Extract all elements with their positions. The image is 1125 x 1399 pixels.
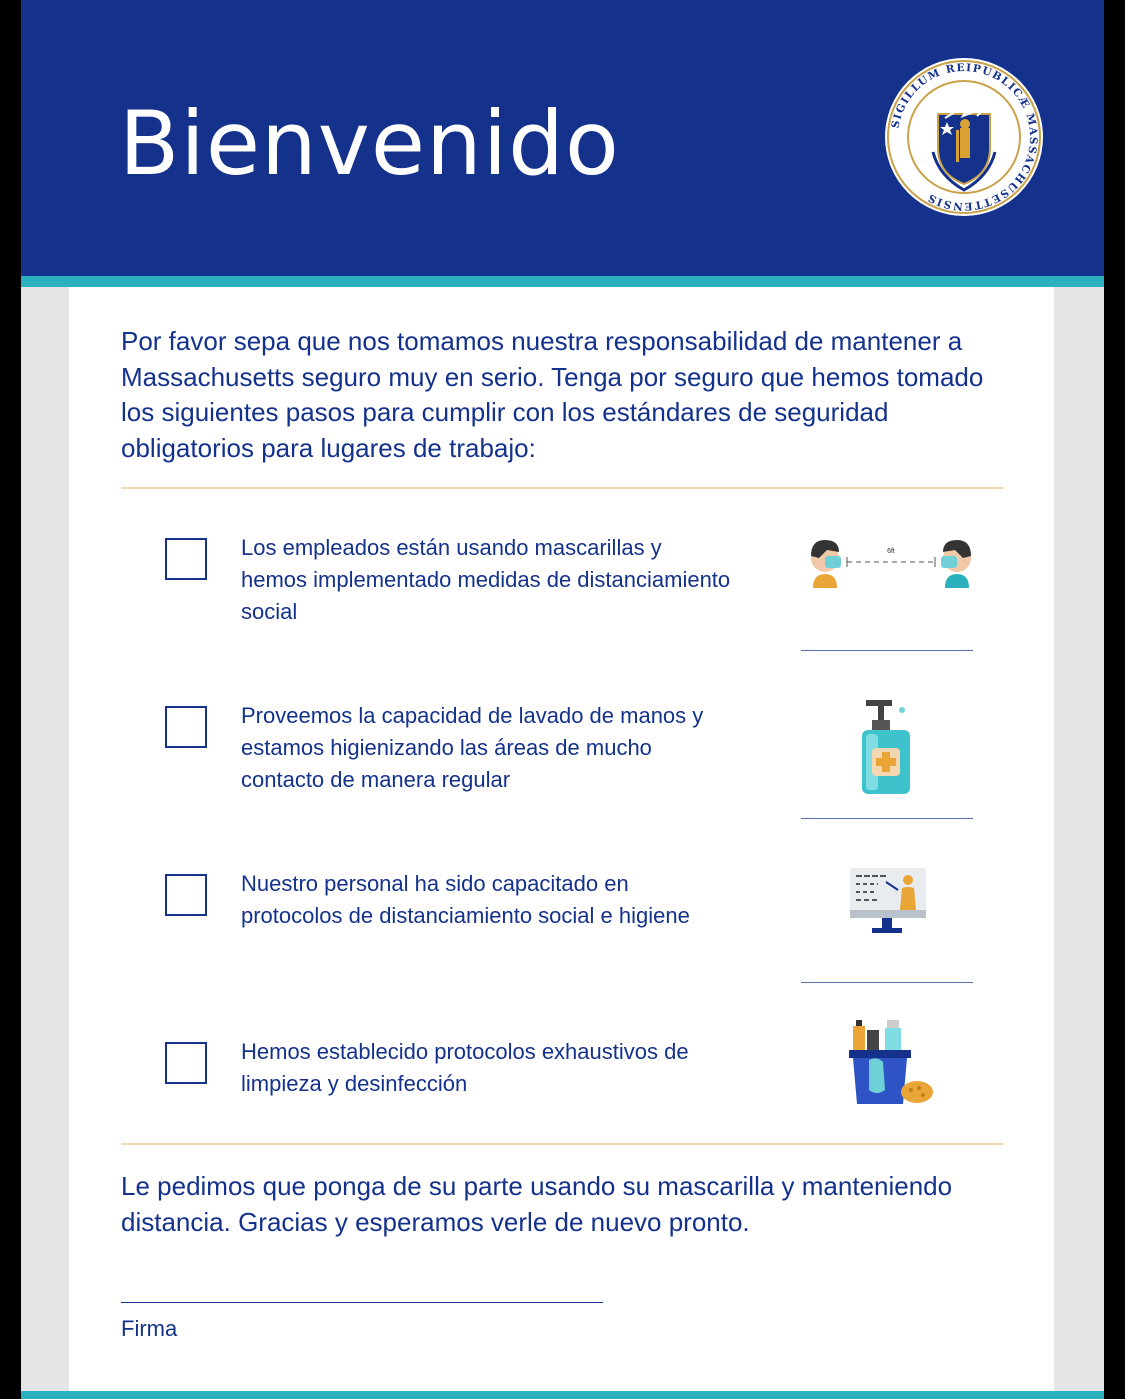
signature-line[interactable] [121, 1302, 603, 1303]
icon-divider [801, 982, 973, 983]
cleaning-supplies-icon [847, 1016, 933, 1108]
social-distance-icon [807, 536, 975, 592]
footer-accent-bar [21, 1391, 1104, 1399]
page-margin-right [1054, 287, 1104, 1391]
seal-ring-text: SIGILLUM REIPUBLICÆ MASSACHUSETTENSIS [889, 61, 1040, 213]
training-screen-icon [848, 866, 928, 938]
signature-label: Firma [121, 1316, 178, 1341]
checklist-item-text: Los empleados están usando mascarillas y hemos implementado medidas de distanciamiento social [241, 535, 731, 624]
intro-text: Por favor sepa que nos tomamos nuestra responsabilidad de mantener a Massachusetts seguro muy en serio. Tenga por seguro que hemos tomado los siguientes pasos para cumplir con los estándares de seguridad obligatorios para lugares de trabajo: [121, 326, 984, 463]
page-title: Bienvenido [119, 92, 620, 195]
page-margin-left [21, 287, 69, 1391]
distance-label: 6ft [887, 548, 895, 555]
checklist-checkbox[interactable] [165, 874, 207, 916]
hand-sanitizer-icon [856, 698, 916, 798]
checklist-checkbox[interactable] [165, 538, 207, 580]
checklist-item-text: Hemos establecido protocolos exhaustivos de limpieza y desinfección [241, 1039, 689, 1096]
divider-top [121, 487, 1003, 489]
massachusetts-seal-icon [883, 56, 1045, 218]
closing-text: Le pedimos que ponga de su parte usando su mascarilla y manteniendo distancia. Gracias y esperamos verle de nuevo pronto. [121, 1171, 953, 1237]
checklist-item-text: Nuestro personal ha sido capacitado en protocolos de distanciamiento social e higiene [241, 871, 690, 928]
checklist-item [121, 535, 981, 658]
checklist-checkbox[interactable] [165, 1042, 207, 1084]
divider-bottom [121, 1143, 1003, 1145]
checklist-checkbox[interactable] [165, 706, 207, 748]
header-accent-bar [21, 276, 1104, 287]
checklist-item [121, 871, 981, 994]
frame-left [0, 0, 21, 1399]
icon-divider [801, 818, 973, 819]
header-banner [21, 0, 1104, 276]
frame-right [1104, 0, 1125, 1399]
icon-divider [801, 650, 973, 651]
checklist-item-text: Proveemos la capacidad de lavado de manos y estamos higienizando las áreas de mucho contacto de manera regular [241, 703, 704, 792]
checklist-item [121, 703, 981, 826]
